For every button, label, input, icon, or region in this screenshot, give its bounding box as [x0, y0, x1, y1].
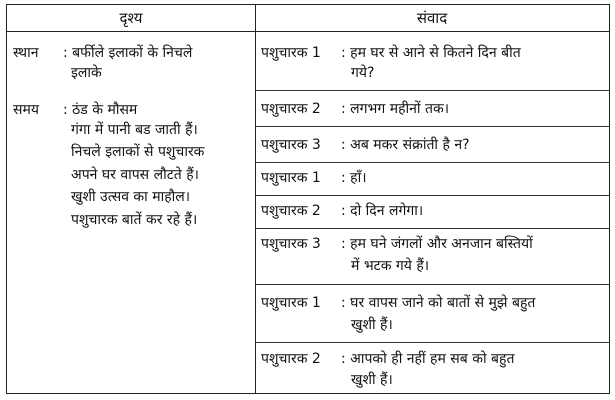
- dialogue-line: गये?: [351, 65, 375, 81]
- header-scene: दृश्य: [119, 9, 143, 27]
- time-text-line: पशुचारक बातें कर रहे हैं।: [71, 212, 198, 228]
- time-text-line: : ठंड के मौसम: [63, 102, 138, 118]
- dialogue-line: खुशी हैं।: [351, 317, 393, 333]
- time-text-line: खुशी उत्सव का माहौल।: [71, 189, 191, 205]
- time-text-line: गंगा में पानी बड जाती हैं।: [71, 122, 198, 138]
- place-label: स्थान: [13, 45, 39, 61]
- dialogue-line: : आपको ही नहीं हम सब को बहुत: [341, 351, 515, 367]
- dialogue-line: : हाँ।: [341, 170, 367, 186]
- speaker-label: पशुचारक 3: [261, 137, 321, 153]
- speaker-label: पशुचारक 2: [261, 101, 321, 117]
- row-divider: [255, 342, 609, 343]
- header-dialogue: संवाद: [416, 9, 448, 27]
- dialogue-line: : लगभग महीनों तक।: [341, 101, 450, 117]
- row-divider: [255, 162, 609, 163]
- row-divider: [255, 195, 609, 196]
- dialogue-line: : अब मकर संक्रांती है न?: [341, 137, 470, 153]
- time-text-line: निचले इलाकों से पशुचारक: [71, 144, 205, 160]
- row-divider: [255, 126, 609, 127]
- dialogue-line: : दो दिन लगेगा।: [341, 203, 424, 219]
- row-divider: [255, 228, 609, 229]
- dialogue-line: : हम घर से आने से कितने दिन बीत: [341, 45, 521, 61]
- speaker-label: पशुचारक 2: [261, 351, 321, 367]
- speaker-label: पशुचारक 2: [261, 203, 321, 219]
- place-text-line: : बर्फीले इलाकों के निचले: [63, 45, 193, 61]
- dialogue-table: [6, 4, 610, 394]
- dialogue-line: में भटक गये हैं।: [351, 258, 430, 274]
- row-divider: [255, 284, 609, 285]
- dialogue-line: : हम घने जंगलों और अनजान बस्तियों: [341, 236, 533, 252]
- time-label: समय: [13, 102, 39, 118]
- row-divider: [255, 90, 609, 91]
- column-divider: [255, 5, 256, 393]
- speaker-label: पशुचारक 1: [261, 170, 321, 186]
- dialogue-line: : घर वापस जाने को बातों से मुझे बहुत: [341, 295, 536, 311]
- speaker-label: पशुचारक 3: [261, 236, 321, 252]
- speaker-label: पशुचारक 1: [261, 295, 321, 311]
- place-text-line: इलाके: [71, 65, 102, 81]
- speaker-label: पशुचारक 1: [261, 45, 321, 61]
- header-divider: [7, 31, 609, 32]
- time-text-line: अपने घर वापस लौटते हैं।: [71, 167, 199, 183]
- dialogue-line: खुशी हैं।: [351, 372, 393, 388]
